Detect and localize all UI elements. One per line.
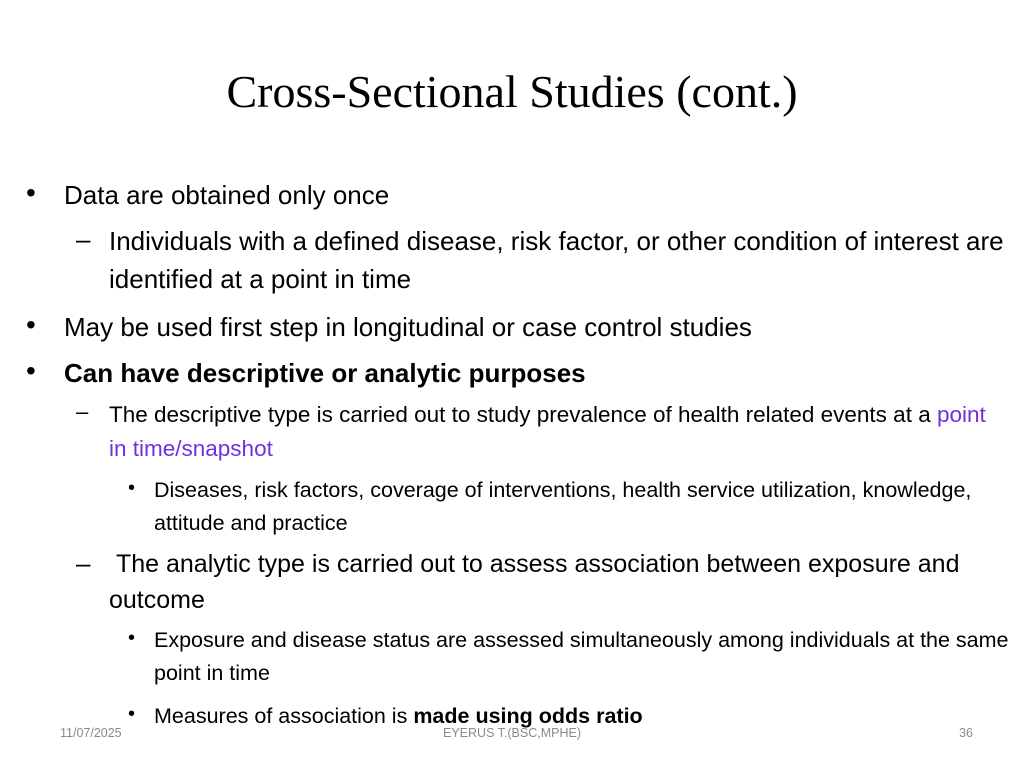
footer-date: 11/07/2025 [60,726,122,740]
descriptive-text: The descriptive type is carried out to study prevalence of health related events at a [109,402,937,427]
odds-ratio-bold: made using odds ratio [413,704,643,728]
footer-page-number: 36 [959,726,973,740]
sub-bullet-text [109,398,1004,466]
item-text: Exposure and disease status are assessed simultaneously among individuals at the same point in time [154,628,1009,685]
measures-text: Measures of association is [154,704,414,728]
bullet-marker: • [26,177,36,208]
bullet-marker: • [128,703,136,725]
bullet-marker: • [26,355,36,386]
bullet-marker: • [128,477,136,499]
bullet-marker: • [26,309,36,340]
footer-author: EYERUS T.(BSC,MPHE) [443,726,581,740]
bullet-marker: • [128,627,136,649]
highlighted-phrase: point in time/snapshot [109,402,986,461]
dash-marker: – [76,399,89,424]
bullet-text: Data are obtained only once [64,180,390,210]
dash-marker: – [76,548,91,578]
sub-bullet-text: Individuals with a defined disease, risk factor, or other condition of interest are identified at a point in time [109,226,1004,294]
sub-bullet-text: The analytic type is carried out to assess association between exposure and outcome [109,550,967,614]
bullet-text-bold: Can have descriptive or analytic purposes [64,358,586,388]
item-text: Diseases, risk factors, coverage of interventions, health service utilization, knowledge, attitude and practice [154,478,972,535]
slide-title: Cross-Sectional Studies (cont.) [226,66,798,117]
bullet-text: May be used first step in longitudinal or case control studies [64,312,752,342]
dash-marker: – [76,224,91,254]
